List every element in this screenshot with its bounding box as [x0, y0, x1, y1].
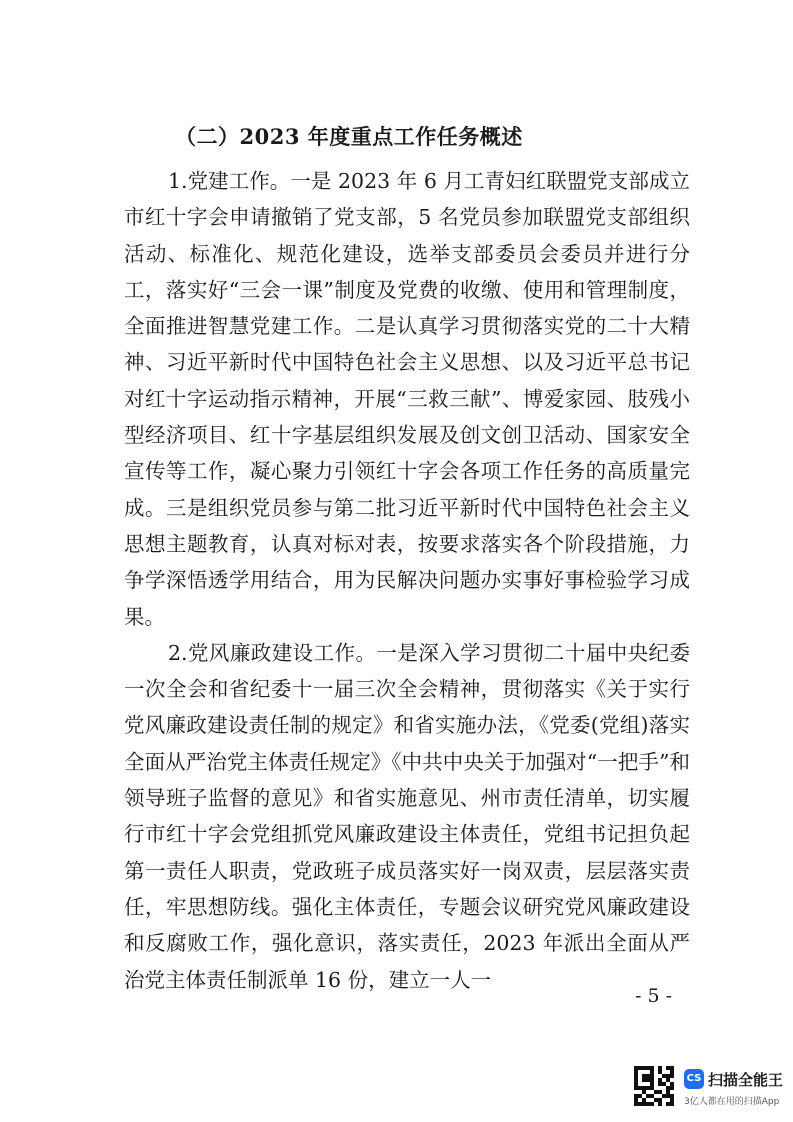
page-number: - 5 - [635, 985, 673, 1007]
body-text [124, 163, 690, 998]
paragraph-integrity-building: 2.党风廉政建设工作。一是深入学习贯彻二十届中央纪委一次全会和省纪委十一届三次全会精神，贯彻落实《关于实行党风廉政建设责任制的规定》和省实施办法，《党委(党组)落实全面从严治党主体责任规定》《中共中央关于加强对“一把手”和领导班子监督的意见》和省实施意见、州市责任清单，切实履行市红十字会党组抓党风廉政建设主体责任，党组书记担负起第一责任人职责，党政班子成员落实好一岗双责，层层落实责任，牢思想防线。强化主体责任，专题会议研究党风廉政建设和反腐败工作，强化意识，落实责任，2023 年派出全面从严治党主体责任制派单 16 份，建立一人一 [124, 640, 690, 992]
paragraph-party-building: 1.党建工作。一是 2023 年 6 月工青妇红联盟党支部成立市红十字会申请撤销了党支部，5 名党员参加联盟党支部组织活动、标准化、规范化建设，选举支部委员会委员并进行分工，落实好“三会一课”制度及党费的收缴、使用和管理制度，全面推进智慧党建工作。二是认真学习贯彻落实党的二十大精神、习近平新时代中国特色社会主义思想、以及习近平总书记对红十字运动指示精神，开展“三救三献”、博爱家园、肢残小型经济项目、红十字基层组织发展及创文创卫活动、国家安全宣传等工作，凝心聚力引领红十字会各项工作任务的高质量完成。三是组织党员参与第二批习近平新时代中国特色社会主义思想主题教育，认真对标对表，按要求落实各个阶段措施，力争学深悟透学用结合，用为民解决问题办实事好事检验学习成果。 [124, 169, 690, 629]
brand-tagline: 3亿人都在用的扫描App [684, 1097, 780, 1107]
camscanner-logo: CS [684, 1069, 704, 1089]
qr-code-icon [634, 1066, 674, 1106]
brand-name: 扫描全能王 [708, 1071, 784, 1089]
section-heading: （二）2023 年度重点工作任务概述 [175, 124, 523, 149]
scanner-watermark [634, 1066, 784, 1116]
